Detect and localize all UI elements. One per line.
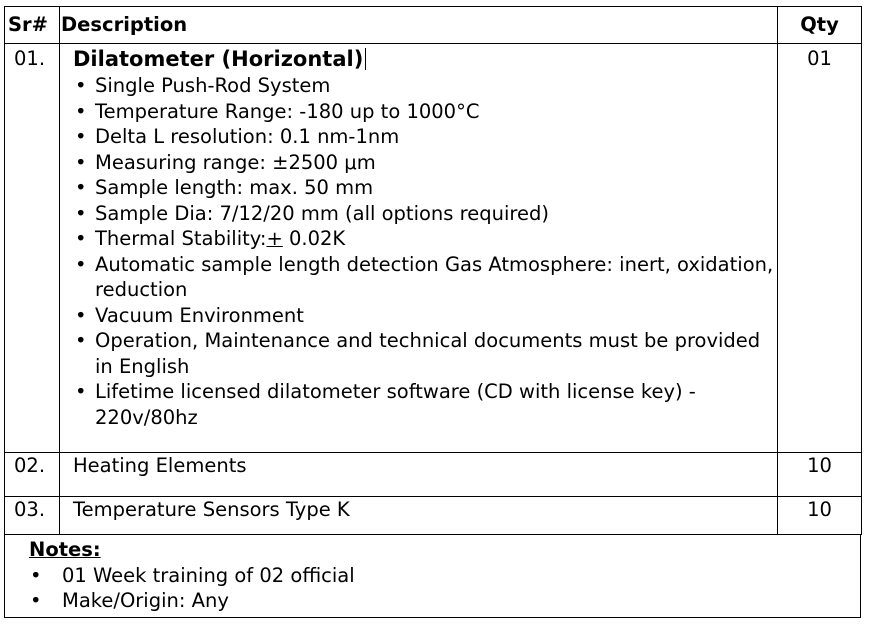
header-sr: Sr# bbox=[5, 7, 60, 44]
spec-item: • Single Push-Rod System bbox=[73, 73, 777, 99]
thermal-stability-value: 0.02K bbox=[282, 227, 346, 250]
spec-item: • Vacuum Environment bbox=[73, 303, 777, 329]
spec-item: • Sample length: max. 50 mm bbox=[73, 175, 777, 201]
thermal-stability-label: Thermal Stability: bbox=[95, 227, 267, 250]
row-qty: 10 bbox=[778, 497, 862, 535]
spec-item: • Operation, Maintenance and technical documents must be provided in English bbox=[73, 328, 777, 379]
spec-item: • Measuring range: ±2500 μm bbox=[73, 150, 777, 176]
table-row bbox=[5, 44, 862, 453]
spec-item: • Sample Dia: 7/12/20 mm (all options required) bbox=[73, 201, 777, 227]
row-qty: 10 bbox=[778, 453, 862, 497]
specification-table bbox=[4, 6, 862, 535]
plus-minus-symbol: + bbox=[266, 227, 283, 250]
spec-item: • Automatic sample length detection Gas Atmosphere: inert, oxidation, reduction bbox=[73, 252, 777, 303]
notes-title: Notes: bbox=[29, 538, 101, 561]
table-row bbox=[5, 497, 862, 535]
table-row bbox=[5, 453, 862, 497]
specification-document bbox=[4, 6, 861, 618]
item-title-line bbox=[73, 46, 777, 73]
row-qty: 01 bbox=[778, 44, 862, 453]
spec-item-thermal-stability bbox=[73, 226, 777, 252]
spec-item: • Lifetime licensed dilatometer software (CD with license key) - 220v/80hz bbox=[73, 379, 777, 430]
row-description bbox=[60, 44, 778, 453]
text-cursor bbox=[365, 48, 366, 70]
header-description: Description bbox=[60, 7, 778, 44]
notes-section bbox=[4, 535, 861, 618]
table-header-row bbox=[5, 7, 862, 44]
note-item: • 01 Week training of 02 official bbox=[5, 563, 860, 589]
notes-list bbox=[5, 563, 860, 614]
row-serial: 01. bbox=[5, 44, 60, 453]
row-description: Heating Elements bbox=[60, 453, 778, 497]
row-serial: 03. bbox=[5, 497, 60, 535]
row-description: Temperature Sensors Type K bbox=[60, 497, 778, 535]
spec-item: • Delta L resolution: 0.1 nm-1nm bbox=[73, 124, 777, 150]
spec-item: • Temperature Range: -180 up to 1000°C bbox=[73, 99, 777, 125]
header-qty: Qty bbox=[778, 7, 862, 44]
spec-list bbox=[73, 73, 777, 430]
row-serial: 02. bbox=[5, 453, 60, 497]
item-title: Dilatometer (Horizontal) bbox=[73, 47, 364, 71]
note-item: • Make/Origin: Any bbox=[5, 588, 860, 614]
